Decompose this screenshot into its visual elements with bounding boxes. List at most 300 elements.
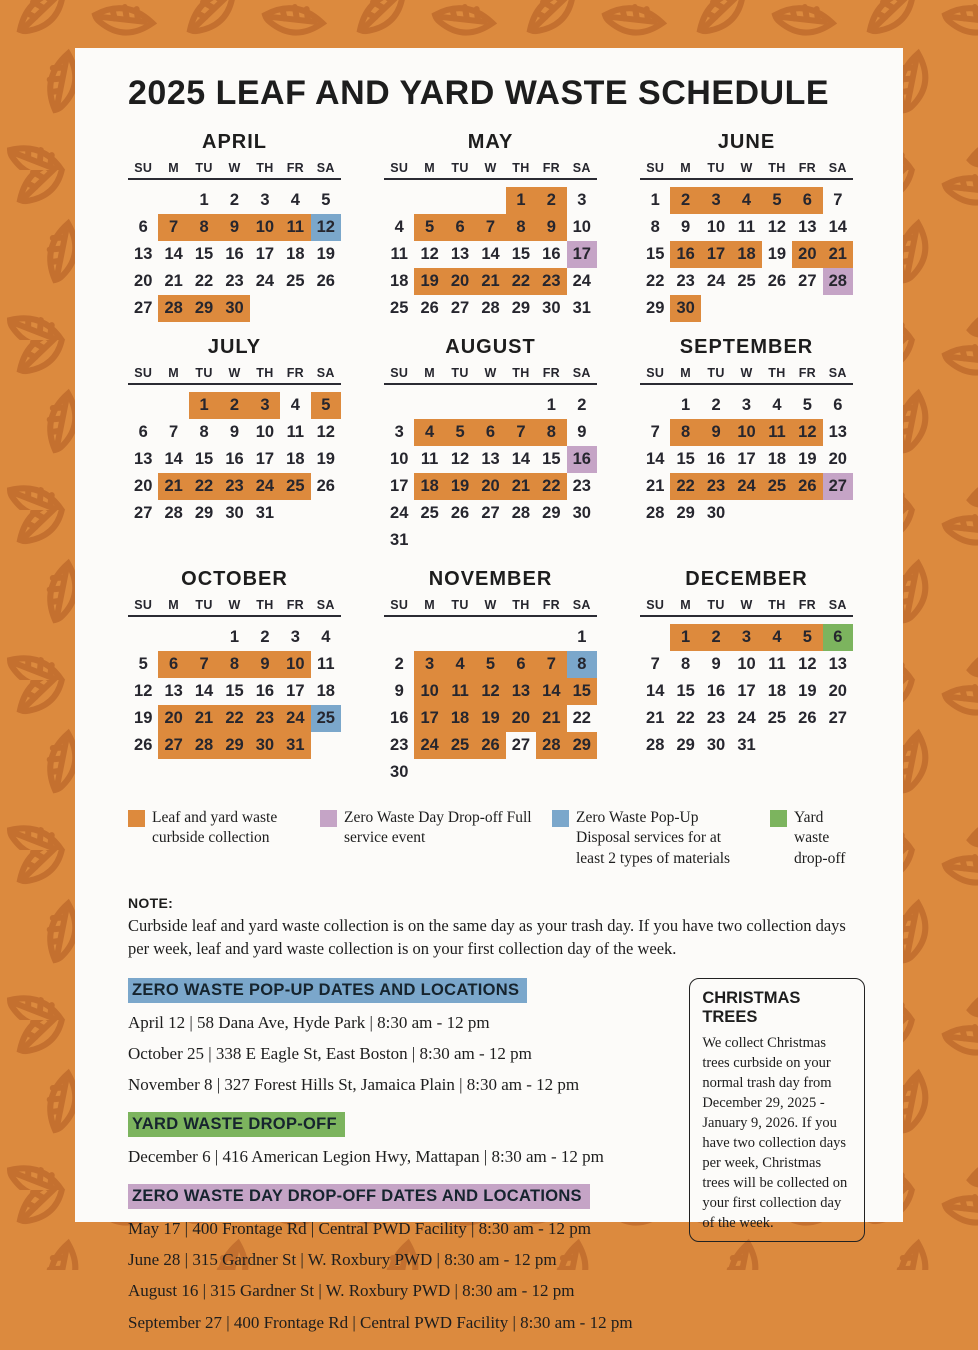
day-cell: 13 <box>481 450 500 468</box>
day-cell: 7 <box>833 191 843 209</box>
day-cell: 30 <box>706 736 726 754</box>
day-cell: 23 <box>706 709 726 727</box>
page-title: 2025 LEAF AND YARD WASTE SCHEDULE <box>128 74 830 112</box>
day-of-week-label: SA <box>572 161 591 175</box>
day-cell: 14 <box>646 450 665 468</box>
day-of-week-label: FR <box>798 598 816 612</box>
day-cell: 5 <box>792 624 822 651</box>
day-cell: 2 <box>577 396 587 414</box>
day-cell: 16 <box>225 245 244 263</box>
day-of-week-label: M <box>680 161 691 175</box>
month-days <box>128 385 341 527</box>
month-days <box>128 617 341 759</box>
day-cell: 2 <box>394 655 404 673</box>
day-cell: 24 <box>572 272 591 290</box>
day-cell: 25 <box>762 473 792 500</box>
day-of-week-label: SU <box>646 598 665 612</box>
day-cell: 21 <box>164 272 183 290</box>
day-cell: 9 <box>229 423 240 441</box>
day-of-week-label: W <box>740 161 753 175</box>
day-cell: 16 <box>255 682 275 700</box>
month-days <box>640 385 853 527</box>
legend-color-swatch <box>128 810 145 827</box>
day-cell: 15 <box>646 245 665 263</box>
day-cell: 17 <box>737 450 756 468</box>
day-cell: 8 <box>506 214 536 241</box>
day-cell: 24 <box>255 272 275 290</box>
empty-day-cell <box>506 392 536 419</box>
day-cell: 27 <box>823 473 853 500</box>
day-cell: 14 <box>646 682 665 700</box>
empty-day-cell <box>189 624 219 651</box>
day-of-week-label: FR <box>798 366 816 380</box>
day-of-week-label: SU <box>646 161 665 175</box>
day-cell: 1 <box>229 628 240 646</box>
day-cell: 22 <box>219 705 249 732</box>
day-cell: 10 <box>572 218 591 236</box>
day-of-week-label: TH <box>256 161 274 175</box>
day-cell: 17 <box>737 682 756 700</box>
day-cell: 21 <box>646 477 665 495</box>
day-cell: 20 <box>158 705 188 732</box>
day-cell: 25 <box>286 272 305 290</box>
day-cell: 28 <box>481 299 500 317</box>
month-september <box>640 336 853 554</box>
legend-label: Leaf and yard waste curbside collection <box>152 809 278 847</box>
day-cell: 3 <box>741 396 752 414</box>
day-cell: 16 <box>390 709 409 727</box>
legend-item <box>552 808 770 869</box>
day-of-week-header-row <box>128 366 341 385</box>
day-cell: 18 <box>286 245 305 263</box>
day-cell: 1 <box>189 392 219 419</box>
day-of-week-header-row <box>128 598 341 617</box>
day-cell: 18 <box>767 450 787 468</box>
day-of-week-label: SU <box>390 366 409 380</box>
day-cell: 14 <box>536 678 566 705</box>
day-cell: 15 <box>194 245 214 263</box>
day-cell: 8 <box>199 423 209 441</box>
day-cell: 22 <box>646 272 665 290</box>
day-of-week-label: TH <box>256 366 274 380</box>
month-october <box>128 568 341 786</box>
day-cell: 29 <box>194 504 214 522</box>
month-days <box>384 617 597 786</box>
day-of-week-label: TU <box>195 161 213 175</box>
day-cell: 14 <box>164 245 183 263</box>
day-cell: 27 <box>134 299 153 317</box>
legend-color-swatch <box>770 810 787 827</box>
day-of-week-label: FR <box>286 161 304 175</box>
day-cell: 18 <box>445 705 475 732</box>
day-of-week-label: TH <box>256 598 274 612</box>
day-cell: 30 <box>542 299 561 317</box>
day-of-week-label: W <box>484 161 497 175</box>
day-cell: 20 <box>792 241 822 268</box>
day-of-week-label: FR <box>286 366 304 380</box>
day-cell: 10 <box>737 655 756 673</box>
day-cell: 8 <box>219 651 249 678</box>
day-cell: 19 <box>414 268 444 295</box>
day-cell: 24 <box>737 709 756 727</box>
day-cell: 1 <box>199 191 209 209</box>
section-item: May 17 | 400 Frontage Rd | Central PWD Facility | 8:30 am - 12 pm <box>128 1219 592 1239</box>
day-cell: 5 <box>475 651 505 678</box>
day-cell: 10 <box>706 218 726 236</box>
day-cell: 13 <box>798 218 817 236</box>
day-cell: 1 <box>650 191 660 209</box>
day-cell: 13 <box>134 450 153 468</box>
day-of-week-label: FR <box>286 598 304 612</box>
day-of-week-label: W <box>740 598 753 612</box>
month-days <box>640 180 853 322</box>
day-cell: 12 <box>767 218 787 236</box>
empty-day-cell <box>158 392 188 419</box>
day-of-week-label: M <box>680 598 691 612</box>
day-of-week-label: TH <box>512 366 530 380</box>
month-title: SEPTEMBER <box>679 336 814 358</box>
day-cell: 8 <box>650 218 660 236</box>
section-header: YARD WASTE DROP-OFF <box>128 1112 345 1137</box>
day-cell: 28 <box>158 295 188 322</box>
day-cell: 28 <box>646 736 665 754</box>
day-cell: 2 <box>260 628 270 646</box>
day-cell: 23 <box>390 736 409 754</box>
day-cell: 27 <box>158 732 188 759</box>
day-cell: 1 <box>670 624 700 651</box>
legend-label: Yard waste drop-off <box>794 809 846 867</box>
day-cell: 2 <box>711 396 721 414</box>
day-cell: 5 <box>762 187 792 214</box>
day-cell: 29 <box>676 504 695 522</box>
day-of-week-label: TU <box>707 161 725 175</box>
day-cell: 22 <box>676 709 695 727</box>
section-zero_waste_day <box>128 1184 689 1333</box>
day-of-week-label: TH <box>768 366 786 380</box>
month-july <box>128 336 341 554</box>
legend-item <box>320 808 552 869</box>
day-of-week-label: SU <box>134 366 153 380</box>
day-cell: 5 <box>311 392 341 419</box>
month-title: JUNE <box>717 131 776 153</box>
day-of-week-label: TH <box>768 161 786 175</box>
day-cell: 9 <box>701 419 731 446</box>
day-cell: 6 <box>138 423 148 441</box>
day-cell: 11 <box>420 450 439 468</box>
month-title: AUGUST <box>445 336 536 358</box>
month-title: APRIL <box>202 131 267 153</box>
day-cell: 17 <box>701 241 731 268</box>
day-cell: 18 <box>731 241 761 268</box>
day-of-week-header-row <box>128 161 341 180</box>
day-cell: 6 <box>792 187 822 214</box>
day-cell: 15 <box>676 682 695 700</box>
day-cell: 20 <box>828 450 847 468</box>
day-cell: 10 <box>731 419 761 446</box>
empty-day-cell <box>158 624 188 651</box>
day-cell: 27 <box>481 504 500 522</box>
day-cell: 26 <box>134 736 153 754</box>
day-cell: 7 <box>650 423 660 441</box>
day-cell: 15 <box>567 678 597 705</box>
day-cell: 26 <box>450 504 470 522</box>
day-cell: 16 <box>542 245 561 263</box>
day-cell: 29 <box>676 736 695 754</box>
month-title: OCTOBER <box>181 568 288 590</box>
day-cell: 1 <box>577 628 587 646</box>
day-cell: 28 <box>189 732 219 759</box>
day-cell: 22 <box>194 272 214 290</box>
day-cell: 6 <box>823 624 853 651</box>
day-cell: 7 <box>189 651 219 678</box>
day-cell: 21 <box>646 709 665 727</box>
day-cell: 4 <box>762 624 792 651</box>
day-of-week-label: TU <box>707 598 725 612</box>
day-of-week-header-row <box>640 366 853 385</box>
day-of-week-header-row <box>640 161 853 180</box>
month-days <box>640 617 853 759</box>
day-of-week-label: W <box>228 366 241 380</box>
day-cell: 18 <box>286 450 305 468</box>
day-cell: 29 <box>511 299 531 317</box>
day-cell: 22 <box>572 709 591 727</box>
day-cell: 25 <box>280 473 310 500</box>
note-text: Curbside leaf and yard waste collection is on the same day as your trash day. If you have two collection days per week, leaf and yard waste collection is on your first collection day of the week. <box>128 916 846 958</box>
day-of-week-label: W <box>484 598 497 612</box>
day-of-week-label: SU <box>134 161 153 175</box>
day-cell: 30 <box>706 504 726 522</box>
day-cell: 27 <box>450 299 470 317</box>
day-cell: 4 <box>772 396 782 414</box>
day-cell: 29 <box>219 732 249 759</box>
month-may <box>384 131 597 322</box>
christmas-trees-text: We collect Christmas trees curbside on your normal trash day from December 29, 2025 - January 9, 2026. If you have two collection days per week, Christmas trees will be collected on your first collection day of the week. <box>702 1034 848 1231</box>
day-cell: 28 <box>511 504 531 522</box>
day-cell: 31 <box>390 531 409 549</box>
empty-day-cell <box>475 187 505 214</box>
section-header: ZERO WASTE POP-UP DATES AND LOCATIONS <box>128 978 527 1003</box>
christmas-trees-box <box>689 978 865 1242</box>
day-cell: 12 <box>798 655 817 673</box>
day-of-week-label: SA <box>316 366 335 380</box>
day-cell: 15 <box>511 245 531 263</box>
day-cell: 8 <box>567 651 597 678</box>
day-cell: 3 <box>414 651 444 678</box>
day-of-week-label: SU <box>646 366 665 380</box>
day-cell: 19 <box>475 705 505 732</box>
day-cell: 19 <box>445 473 475 500</box>
day-cell: 25 <box>445 732 475 759</box>
section-item: October 25 | 338 E Eagle St, East Boston | 8:30 am - 12 pm <box>128 1043 532 1063</box>
day-cell: 31 <box>572 299 591 317</box>
month-august <box>384 336 597 554</box>
day-cell: 13 <box>450 245 470 263</box>
day-of-week-label: FR <box>542 598 560 612</box>
day-cell: 4 <box>731 187 761 214</box>
day-cell: 24 <box>414 732 444 759</box>
day-cell: 2 <box>219 392 249 419</box>
day-cell: 25 <box>767 709 787 727</box>
day-of-week-label: M <box>168 366 179 380</box>
section-yard_waste_dropoff <box>128 1112 689 1168</box>
day-of-week-label: TU <box>451 598 469 612</box>
day-cell: 12 <box>420 245 439 263</box>
empty-day-cell <box>128 392 158 419</box>
day-cell: 23 <box>250 705 280 732</box>
day-cell: 13 <box>134 245 153 263</box>
day-cell: 24 <box>250 473 280 500</box>
day-cell: 11 <box>768 655 786 673</box>
day-of-week-label: M <box>680 366 691 380</box>
empty-day-cell <box>128 187 158 214</box>
day-cell: 26 <box>420 299 439 317</box>
empty-day-cell <box>445 392 475 419</box>
day-cell: 14 <box>481 245 500 263</box>
day-of-week-label: SA <box>316 161 335 175</box>
month-days <box>384 180 597 322</box>
day-cell: 15 <box>225 682 244 700</box>
empty-day-cell <box>475 624 505 651</box>
day-cell: 25 <box>390 299 409 317</box>
day-cell: 19 <box>316 450 335 468</box>
day-cell: 16 <box>706 682 726 700</box>
day-cell: 2 <box>701 624 731 651</box>
day-cell: 6 <box>833 396 843 414</box>
day-cell: 19 <box>798 450 817 468</box>
day-of-week-label: TH <box>768 598 786 612</box>
day-cell: 14 <box>828 218 847 236</box>
day-cell: 29 <box>542 504 561 522</box>
day-of-week-label: M <box>168 161 179 175</box>
day-cell: 26 <box>792 473 822 500</box>
day-cell: 17 <box>414 705 444 732</box>
day-cell: 6 <box>158 651 188 678</box>
section-item: December 6 | 416 American Legion Hwy, Mattapan | 8:30 am - 12 pm <box>128 1147 604 1167</box>
day-cell: 6 <box>138 218 148 236</box>
month-november <box>384 568 597 786</box>
day-cell: 21 <box>158 473 188 500</box>
day-cell: 20 <box>445 268 475 295</box>
day-cell: 9 <box>219 214 249 241</box>
day-cell: 1 <box>506 187 536 214</box>
day-of-week-label: M <box>424 366 435 380</box>
day-cell: 6 <box>445 214 475 241</box>
day-of-week-label: SU <box>390 598 409 612</box>
day-cell: 2 <box>670 187 700 214</box>
month-days <box>128 180 341 322</box>
day-cell: 5 <box>445 419 475 446</box>
day-cell: 13 <box>828 655 847 673</box>
month-april <box>128 131 341 322</box>
month-title: MAY <box>467 131 514 153</box>
day-cell: 26 <box>475 732 505 759</box>
day-of-week-label: M <box>424 161 435 175</box>
day-of-week-header-row <box>384 161 597 180</box>
day-of-week-label: W <box>228 598 241 612</box>
day-cell: 27 <box>134 504 153 522</box>
day-cell: 15 <box>194 450 214 468</box>
day-cell: 27 <box>511 736 531 754</box>
day-cell: 19 <box>134 709 153 727</box>
flyer-card <box>75 48 903 1332</box>
day-cell: 3 <box>577 191 587 209</box>
day-cell: 11 <box>737 218 756 236</box>
day-cell: 22 <box>536 473 566 500</box>
day-cell: 7 <box>650 655 660 673</box>
note <box>128 895 865 960</box>
day-cell: 17 <box>255 450 275 468</box>
day-cell: 20 <box>828 682 847 700</box>
day-cell: 12 <box>450 450 470 468</box>
day-of-week-label: SA <box>316 598 335 612</box>
day-cell: 13 <box>828 423 847 441</box>
day-cell: 30 <box>572 504 591 522</box>
calendar-grid <box>128 131 865 786</box>
month-title: DECEMBER <box>685 568 808 590</box>
day-cell: 31 <box>737 736 756 754</box>
day-cell: 24 <box>706 272 726 290</box>
day-cell: 8 <box>189 214 219 241</box>
legend-item <box>770 808 865 869</box>
day-cell: 9 <box>577 423 587 441</box>
section-header: ZERO WASTE DAY DROP-OFF DATES AND LOCATIONS <box>128 1184 590 1209</box>
day-of-week-label: SA <box>828 161 847 175</box>
day-cell: 7 <box>475 214 505 241</box>
day-cell: 4 <box>414 419 444 446</box>
month-december <box>640 568 853 786</box>
legend-color-swatch <box>320 810 337 827</box>
day-cell: 11 <box>762 419 792 446</box>
day-cell: 28 <box>823 268 853 295</box>
day-cell: 23 <box>225 272 244 290</box>
day-cell: 4 <box>290 191 300 209</box>
day-of-week-label: TU <box>195 366 213 380</box>
day-cell: 21 <box>189 705 219 732</box>
empty-day-cell <box>536 624 566 651</box>
day-cell: 30 <box>670 295 700 322</box>
day-of-week-label: W <box>484 366 497 380</box>
day-cell: 11 <box>286 423 305 441</box>
day-of-week-label: TU <box>707 366 725 380</box>
section-item: June 28 | 315 Gardner St | W. Roxbury PWD | 8:30 am - 12 pm <box>128 1250 557 1270</box>
day-cell: 1 <box>546 396 556 414</box>
day-cell: 22 <box>506 268 536 295</box>
section-zero_waste_popup <box>128 978 689 1096</box>
day-cell: 9 <box>681 218 691 236</box>
christmas-trees-title: CHRISTMAS TREES <box>702 988 801 1026</box>
day-cell: 1 <box>681 396 691 414</box>
day-cell: 26 <box>316 272 335 290</box>
day-cell: 16 <box>670 241 700 268</box>
day-cell: 30 <box>390 763 409 781</box>
month-title: NOVEMBER <box>428 568 553 590</box>
day-cell: 12 <box>316 423 335 441</box>
day-cell: 19 <box>316 245 335 263</box>
day-cell: 27 <box>798 272 817 290</box>
day-cell: 17 <box>390 477 409 495</box>
day-cell: 18 <box>316 682 335 700</box>
empty-day-cell <box>445 624 475 651</box>
day-cell: 11 <box>445 678 475 705</box>
day-cell: 25 <box>737 272 756 290</box>
section-item: November 8 | 327 Forest Hills St, Jamaica Plain | 8:30 am - 12 pm <box>128 1075 580 1095</box>
day-of-week-label: M <box>168 598 179 612</box>
day-cell: 10 <box>390 450 409 468</box>
day-cell: 29 <box>567 732 597 759</box>
empty-day-cell <box>506 624 536 651</box>
day-cell: 3 <box>394 423 404 441</box>
day-of-week-label: SU <box>134 598 153 612</box>
